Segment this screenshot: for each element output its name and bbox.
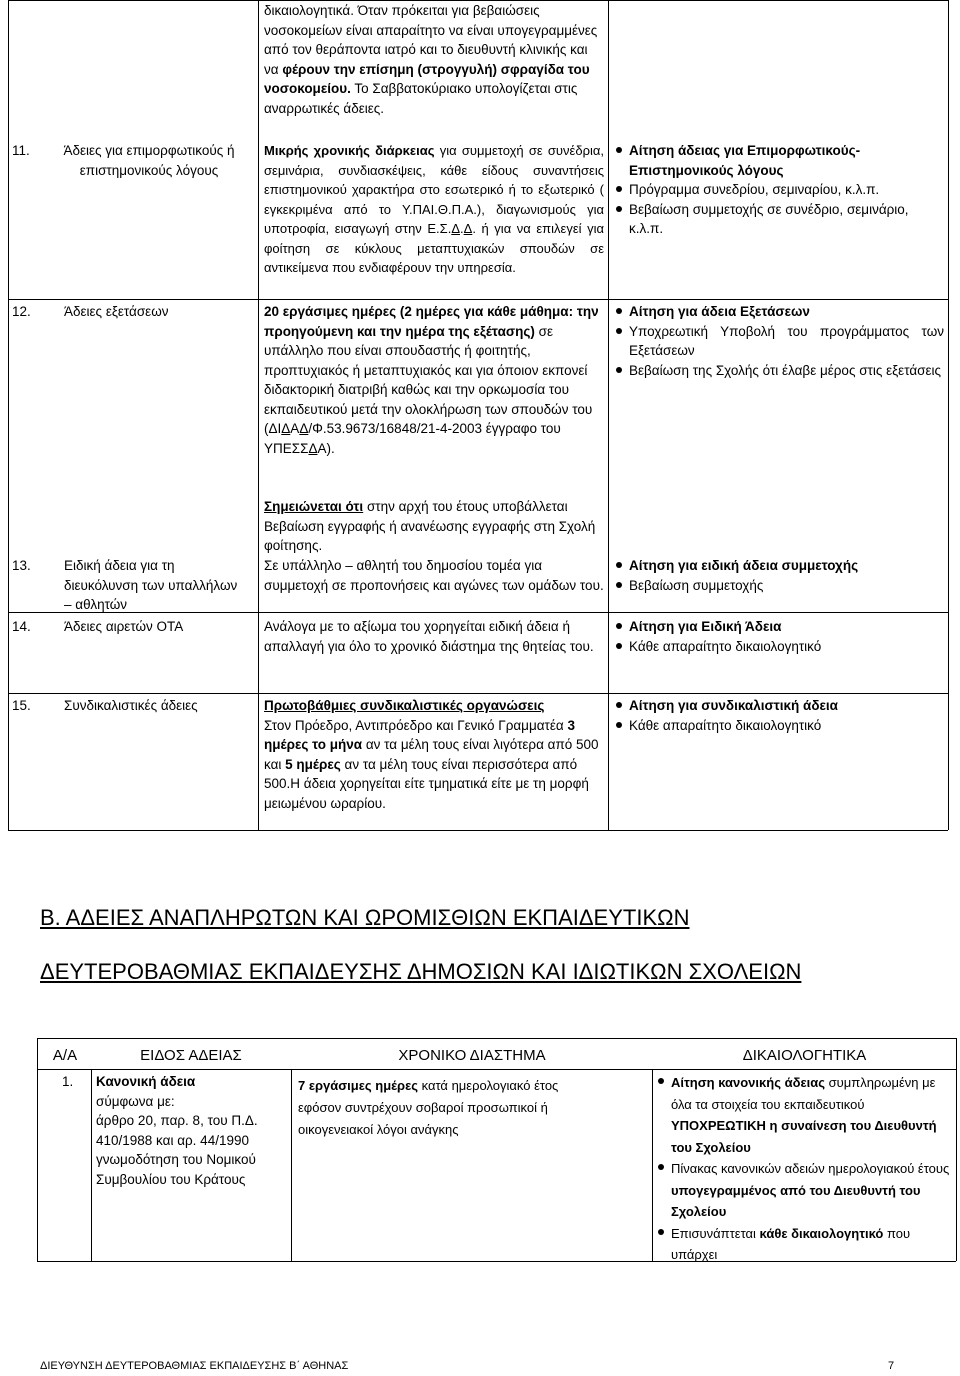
list-item-text: Βεβαίωση της Σχολής ότι έλαβε μέρος στις εξετάσεις <box>629 362 942 378</box>
list-item-text: Βεβαίωση συμμετοχής <box>629 577 764 593</box>
footer-text: ΔΙΕΥΘΥΝΣΗ ΔΕΥΤΕΡΟΒΑΘΜΙΑΣ ΕΚΠΑΙΔΕΥΣΗΣ Β΄ ΑΘΗΝΑΣ <box>40 1360 349 1372</box>
docs-list <box>614 141 944 239</box>
cell-docs-15 <box>614 696 944 735</box>
leave-type: Άδειες για επιμορφωτικούς ή επιστημονικούς λόγους <box>63 143 235 178</box>
leave-type: Άδειες εξετάσεων <box>64 304 169 319</box>
list-item-text: Κάθε απαραίτητο δικαιολογητικό <box>629 638 822 654</box>
table-border <box>91 1069 92 1261</box>
cell-type-b1 <box>96 1072 288 1189</box>
list-item <box>656 1158 954 1223</box>
row-divider <box>8 299 948 300</box>
note-text: Σημειώνεται ότι στην αρχή του έτους υποβάλλεται Βεβαίωση εγγραφής ή ανανέωσης εγγραφής στη Σχολή φοίτησης. <box>264 499 596 553</box>
list-item <box>614 696 944 716</box>
list-item-text: Πίνακας κανονικών αδειών ημερολογιακού έτους υπογεγραμμένος από του Διευθυντή του Σχολείου <box>671 1161 950 1219</box>
table-border <box>8 830 948 831</box>
row-number: 13. <box>12 558 31 573</box>
time-text: δικαιολογητικά. Όταν πρόκειται για βεβαιώσεις νοσοκομείων είναι απαραίτητο να είναι υπογεγραμμένες από τον θεράποντα ιατρό και το διευθυντή κλινικής και να φέρουν την επίσημη (στρογγυλή) σφραγίδα του νοσοκομείου. Το Σαββατοκύριακο υπολογίζεται στις αναρρωτικές άδειες. <box>264 3 598 116</box>
bullet-icon <box>616 722 622 728</box>
cell-time-15 <box>264 696 604 813</box>
leave-type: Ειδική άδεια για τη διευκόλυνση των υπαλλήλων – αθλητών <box>64 558 238 612</box>
bullet-icon <box>616 643 622 649</box>
time-text: 7 εργάσιμες ημέρες κατά ημερολογιακό έτος εφόσον συντρέχουν σοβαροί προσωπικοί ή οικογενειακοί λόγοι ανάγκης <box>298 1078 559 1137</box>
table-border <box>652 1069 653 1261</box>
table-border <box>956 1038 957 1261</box>
list-item <box>614 361 944 381</box>
cell-time-continuation <box>264 1 604 118</box>
cell-time-b1 <box>298 1075 578 1141</box>
cell-docs-11 <box>614 141 944 239</box>
header-time: ΧΡΟΝΙΚΟ ΔΙΑΣΤΗΜΑ <box>398 1047 546 1064</box>
bullet-icon <box>616 308 622 314</box>
table-border <box>8 0 9 830</box>
header-docs: ΔΙΚΑΙΟΛΟΓΗΤΙΚΑ <box>742 1047 867 1064</box>
table-border <box>291 1069 292 1261</box>
cell-time-14 <box>264 617 604 656</box>
section-title: Β. ΑΔΕΙΕΣ ΑΝΑΠΛΗΡΩΤΩΝ ΚΑΙ ΩΡΟΜΙΣΘΙΩΝ ΕΚΠΑΙΔΕΥΤΙΚΩΝ <box>40 905 690 930</box>
bullet-icon <box>616 582 622 588</box>
list-item <box>614 556 944 576</box>
bullet-icon <box>658 1164 664 1170</box>
list-item <box>656 1072 954 1158</box>
bullet-icon <box>616 562 622 568</box>
list-item <box>614 617 944 637</box>
header-type: ΕΙΔΟΣ ΑΔΕΙΑΣ <box>140 1047 242 1064</box>
list-item-text: Επισυνάπτεται κάθε δικαιολογητικό που υπάρχει <box>671 1225 911 1262</box>
cell-time-12 <box>264 302 604 458</box>
bullet-icon <box>658 1229 664 1235</box>
cell-docs-13 <box>614 556 944 595</box>
table-border <box>948 0 949 830</box>
cell-docs-14 <box>614 617 944 656</box>
list-item <box>614 322 944 361</box>
row-number: 1. <box>62 1074 74 1089</box>
row-number: 14. <box>12 619 31 634</box>
list-item-text: Αίτηση άδειας για Επιμορφωτικούς-Επιστημονικούς λόγους <box>629 143 861 178</box>
list-item-text: Αίτηση για Ειδική Άδεια <box>629 619 782 634</box>
docs-list <box>614 696 944 735</box>
time-text: Μικρής χρονικής διάρκειας για συμμετοχή σε συνέδρια, σεμινάρια, συνδιασκέψεις, κάθε είδους συναντήσεις επιστημονικού χαρακτήρα στο εσωτερικό ή το εξωτερικό ( εγκεκριμένα από το Υ.ΠΑΙ.Θ.Π.Α.), διαγωνισμούς για υποτροφία, εισαγωγή στην Ε.Σ.Δ.Δ. ή για να επιλεγεί για φοίτηση σε κύκλους μεταπτυχιακών σπουδών σε αντικείμενα που ενδιαφέρουν την υπηρεσία. <box>264 143 605 275</box>
list-item-text: Πρόγραμμα συνεδρίου, σεμιναρίου, κ.λ.π. <box>629 182 880 197</box>
time-text: Ανάλογα με το αξίωμα του χορηγείται ειδική άδεια ή απαλλαγή για όλο το χρονικό διάστημα της θητείας του. <box>264 619 594 654</box>
bullet-icon <box>616 623 622 629</box>
row-number: 11. <box>12 143 30 158</box>
row-divider <box>8 693 948 694</box>
docs-list <box>614 556 944 595</box>
page-number: 7 <box>888 1360 895 1372</box>
bullet-icon <box>616 328 622 334</box>
list-item-text: Αίτηση κανονικής άδειας συμπληρωμένη με όλα τα στοιχεία του εκπαιδευτικού ΥΠΟΧΡΕΩΤΙΚΗ η συναίνεση του Διευθυντή του Σχολείου <box>671 1075 937 1155</box>
list-item <box>614 716 944 736</box>
cell-time-11 <box>264 141 604 278</box>
list-item-text: Βεβαίωση συμμετοχής σε συνέδριο, σεμινάριο, κ.λ.π. <box>629 201 909 236</box>
list-item <box>656 1223 954 1266</box>
bullet-icon <box>616 147 622 153</box>
table-border <box>608 0 609 830</box>
header-aa: Α/Α <box>52 1047 78 1064</box>
bullet-icon <box>616 367 622 373</box>
table-border <box>37 1038 38 1261</box>
leave-type: Άδειες αιρετών ΟΤΑ <box>64 619 184 634</box>
type-text: Κανονική άδεια σύμφωνα με: άρθρο 20, παρ. 8, του Π.Δ. 410/1988 και αρ. 44/1990 γνωμοδότηση του Νομικού Συμβουλίου του Κράτους <box>96 1074 258 1187</box>
list-item <box>614 302 944 322</box>
bullet-icon <box>616 186 622 192</box>
row-number: 12. <box>12 304 31 319</box>
list-item-text: Υποχρεωτική Υποβολή του προγράμματος των Εξετάσεων <box>629 323 944 358</box>
bullet-icon <box>616 206 622 212</box>
docs-list <box>656 1072 954 1266</box>
list-item <box>614 141 944 180</box>
list-item <box>614 576 944 596</box>
list-item-text: Αίτηση για άδεια Εξετάσεων <box>629 304 810 319</box>
cell-note-12 <box>264 497 604 556</box>
time-text: 20 εργάσιμες ημέρες (2 ημέρες για κάθε μάθημα: την προηγούμενη και την ημέρα της εξέτασης) σε υπάλληλο που είναι σπουδαστής ή φοιτητής, προπτυχιακός ή μεταπτυχιακός και για όποιον εκπονεί διδακτορική διατριβή καθώς και την ορκωμοσία του εκπαιδευτικού μετά την ολοκλήρωση των σπουδών του (ΔΙΔΑΔ/Φ.53.9673/16848/21-4-2003 έγγραφο του ΥΠΕΣΣΔΑ). <box>264 304 599 456</box>
cell-docs-12 <box>614 302 944 380</box>
docs-list <box>614 302 944 380</box>
table-border <box>37 1038 956 1039</box>
docs-list <box>614 617 944 656</box>
table-border <box>258 0 259 830</box>
time-text: Πρωτοβάθμιες συνδικαλιστικές οργανώσεις Στον Πρόεδρο, Αντιπρόεδρο και Γενικό Γραμματέα 3 ημέρες το μήνα αν τα μέλη τους είναι λιγότερα από 500 και 5 ημέρες αν τα μέλη τους είναι περισσότερα από 500.Η άδεια χορηγείται είτε τμηματικά είτε με τη μορφή μειωμένου ωραρίου. <box>264 698 599 811</box>
section-title: ΔΕΥΤΕΡΟΒΑΘΜΙΑΣ ΕΚΠΑΙΔΕΥΣΗΣ ΔΗΜΟΣΙΩΝ ΚΑΙ ΙΔΙΩΤΙΚΩΝ ΣΧΟΛΕΙΩΝ <box>40 959 802 984</box>
leave-type: Συνδικαλιστικές άδειες <box>64 698 198 713</box>
list-item <box>614 200 944 239</box>
time-text: Σε υπάλληλο – αθλητή του δημοσίου τομέα για συμμετοχή σε προπονήσεις και αγώνες των ομάδων του. <box>264 558 604 593</box>
list-item-text: Αίτηση για ειδική άδεια συμμετοχής <box>629 558 859 573</box>
list-item-text: Αίτηση για συνδικαλιστική άδεια <box>629 698 838 713</box>
cell-docs-b1 <box>656 1072 954 1266</box>
cell-time-13 <box>264 556 604 595</box>
list-item-text: Κάθε απαραίτητο δικαιολογητικό <box>629 717 822 733</box>
list-item <box>614 180 944 200</box>
bullet-icon <box>658 1078 664 1084</box>
list-item <box>614 637 944 657</box>
row-number: 15. <box>12 698 31 713</box>
table-border <box>37 1069 956 1070</box>
bullet-icon <box>616 702 622 708</box>
